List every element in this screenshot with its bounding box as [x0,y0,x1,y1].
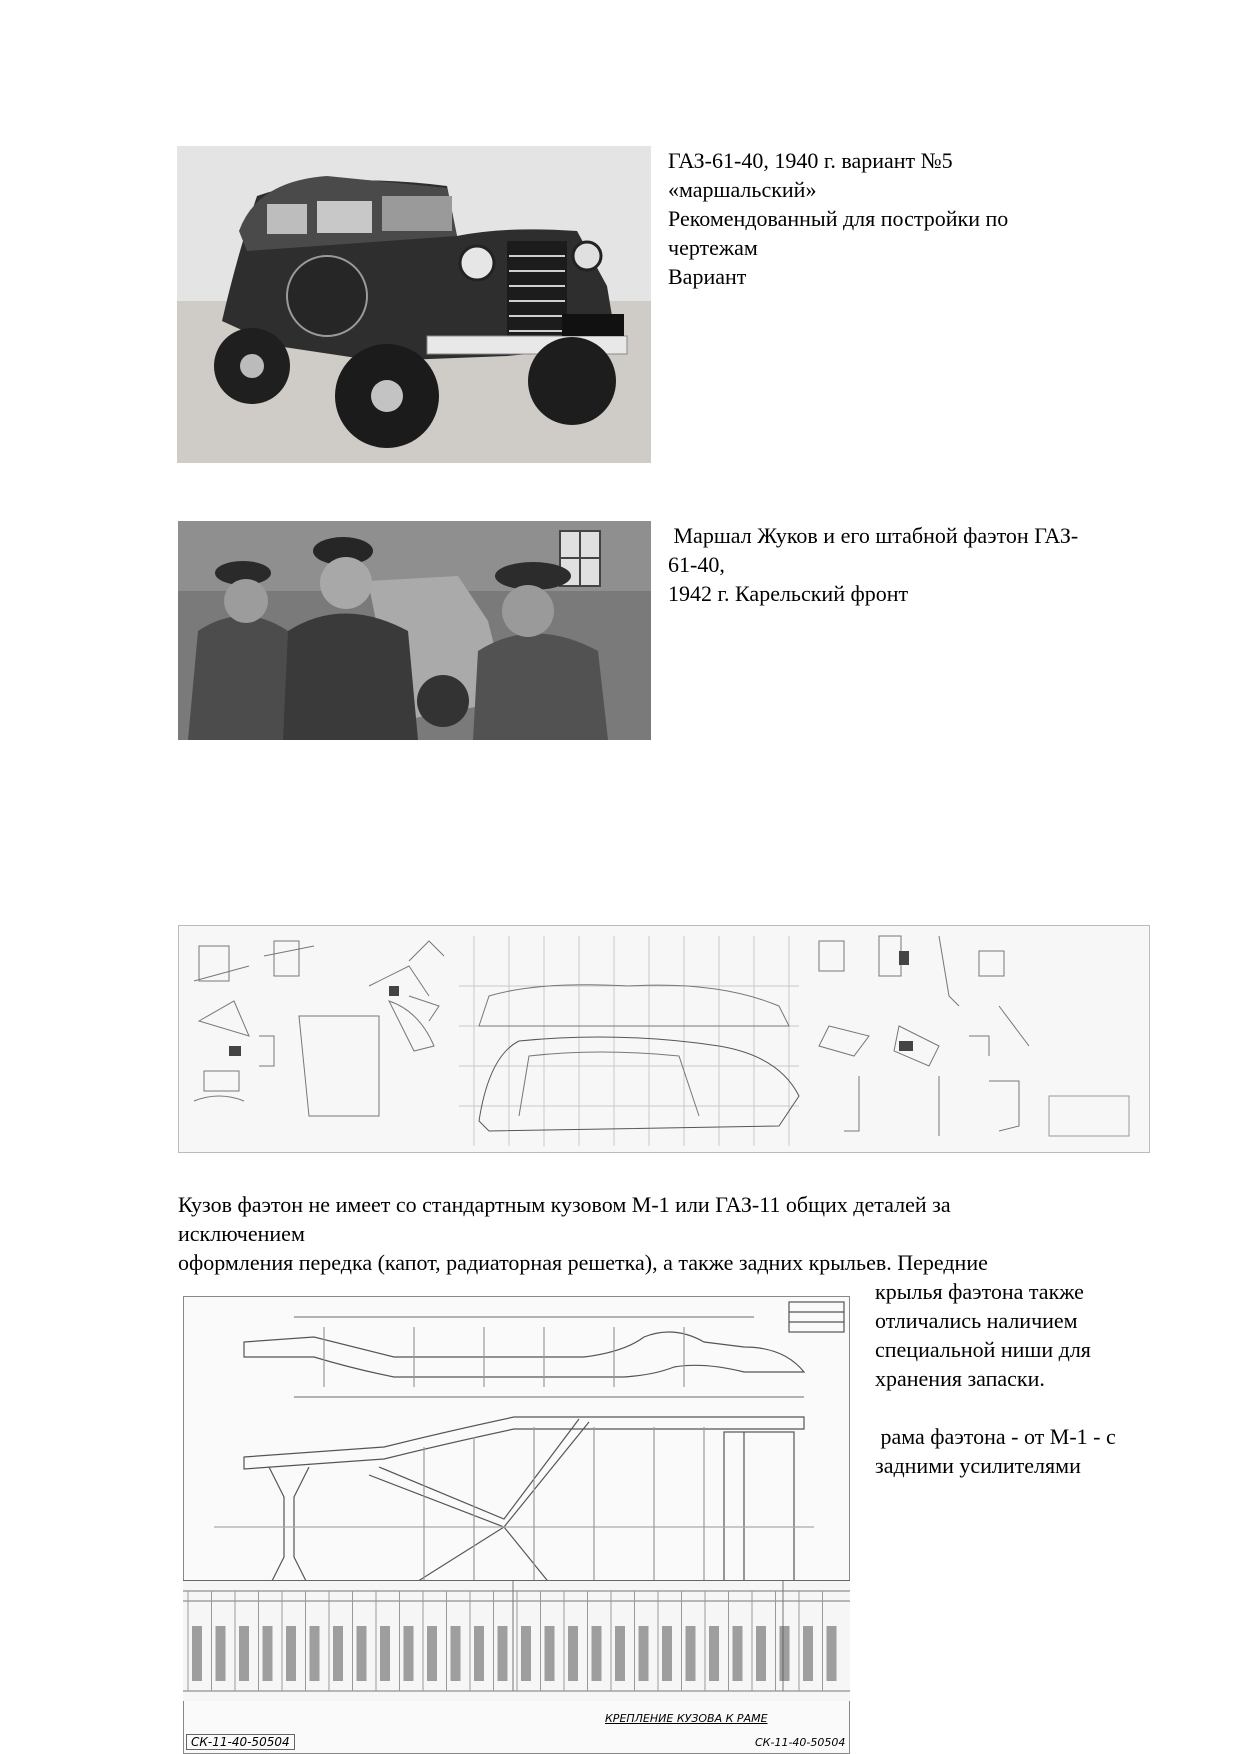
table-cell-text [380,1626,390,1681]
table-cell-text [357,1626,367,1681]
side-note-line: специальной ниши для [875,1337,1091,1362]
photo-gaz-61-40-car [177,146,651,463]
photo-marshal-zhukov [178,521,651,740]
caption-line: Маршал Жуков и его штабной фаэтон ГАЗ- [668,523,1079,548]
caption-car [668,146,1008,291]
caption-line: ГАЗ-61-40, 1940 г. вариант №5 [668,148,953,173]
table-cell-text [310,1626,320,1681]
side-note-line: задними усилителями [875,1453,1081,1478]
table-cell-text [568,1626,578,1681]
caption-zhukov [668,521,1078,608]
table-cell-text [615,1626,625,1681]
table-cell-text [709,1626,719,1681]
side-note-line: крылья фаэтона также [875,1279,1084,1304]
paragraph-line: Кузов фаэтон не имеет со стандартным кузовом М-1 или ГАЗ-11 общих деталей за [178,1192,951,1217]
table-cell-text [733,1626,743,1681]
table-cell-text [498,1626,508,1681]
caption-line: Рекомендованный для постройки по [668,206,1009,231]
table-cell-text [474,1626,484,1681]
table-cell-text [686,1626,696,1681]
paragraph-line: исключением [178,1221,305,1246]
table-cell-text [216,1626,226,1681]
drawing-number-right: СК-11-40-50504 [755,1736,846,1749]
table-cell-text [756,1626,766,1681]
blueprint-phaeton-body [178,925,1150,1153]
table-cell-text [192,1626,202,1681]
table-cell-text [451,1626,461,1681]
table-cell-text [639,1626,649,1681]
table-cell-text [662,1626,672,1681]
table-cell-text [803,1626,813,1681]
table-cell-text [333,1626,343,1681]
side-note-line: рама фаэтона - от М-1 - с [875,1424,1116,1449]
caption-line: 1942 г. Карельский фронт [668,581,909,606]
caption-line: «маршальский» [668,177,817,202]
body-paragraph [178,1190,988,1277]
table-cell-text [545,1626,555,1681]
side-note-line: отличались наличием [875,1308,1078,1333]
side-note-line: хранения запаски. [875,1366,1045,1391]
side-note-frame [875,1422,1116,1480]
table-cell-text [592,1626,602,1681]
table-cell-text [404,1626,414,1681]
table-cell-text [521,1626,531,1681]
side-note-fenders [875,1277,1091,1393]
drawing-number-left: СК-11-40-50504 [186,1734,295,1750]
caption-line: 61-40, [668,552,725,577]
caption-line: чертежам [668,235,758,260]
table-cell-text [780,1626,790,1681]
drawing-title: КРЕПЛЕНИЕ КУЗОВА К РАМЕ [605,1712,768,1725]
table-cell-text [263,1626,273,1681]
table-cell-text [239,1626,249,1681]
frame-mounting-table [183,1580,850,1701]
caption-line: Вариант [668,264,747,289]
paragraph-line: оформления передка (капот, радиаторная решетка), а также задних крыльев. Передние [178,1250,988,1275]
table-cell-text [286,1626,296,1681]
table-cell-text [427,1626,437,1681]
table-cell-text [827,1626,837,1681]
